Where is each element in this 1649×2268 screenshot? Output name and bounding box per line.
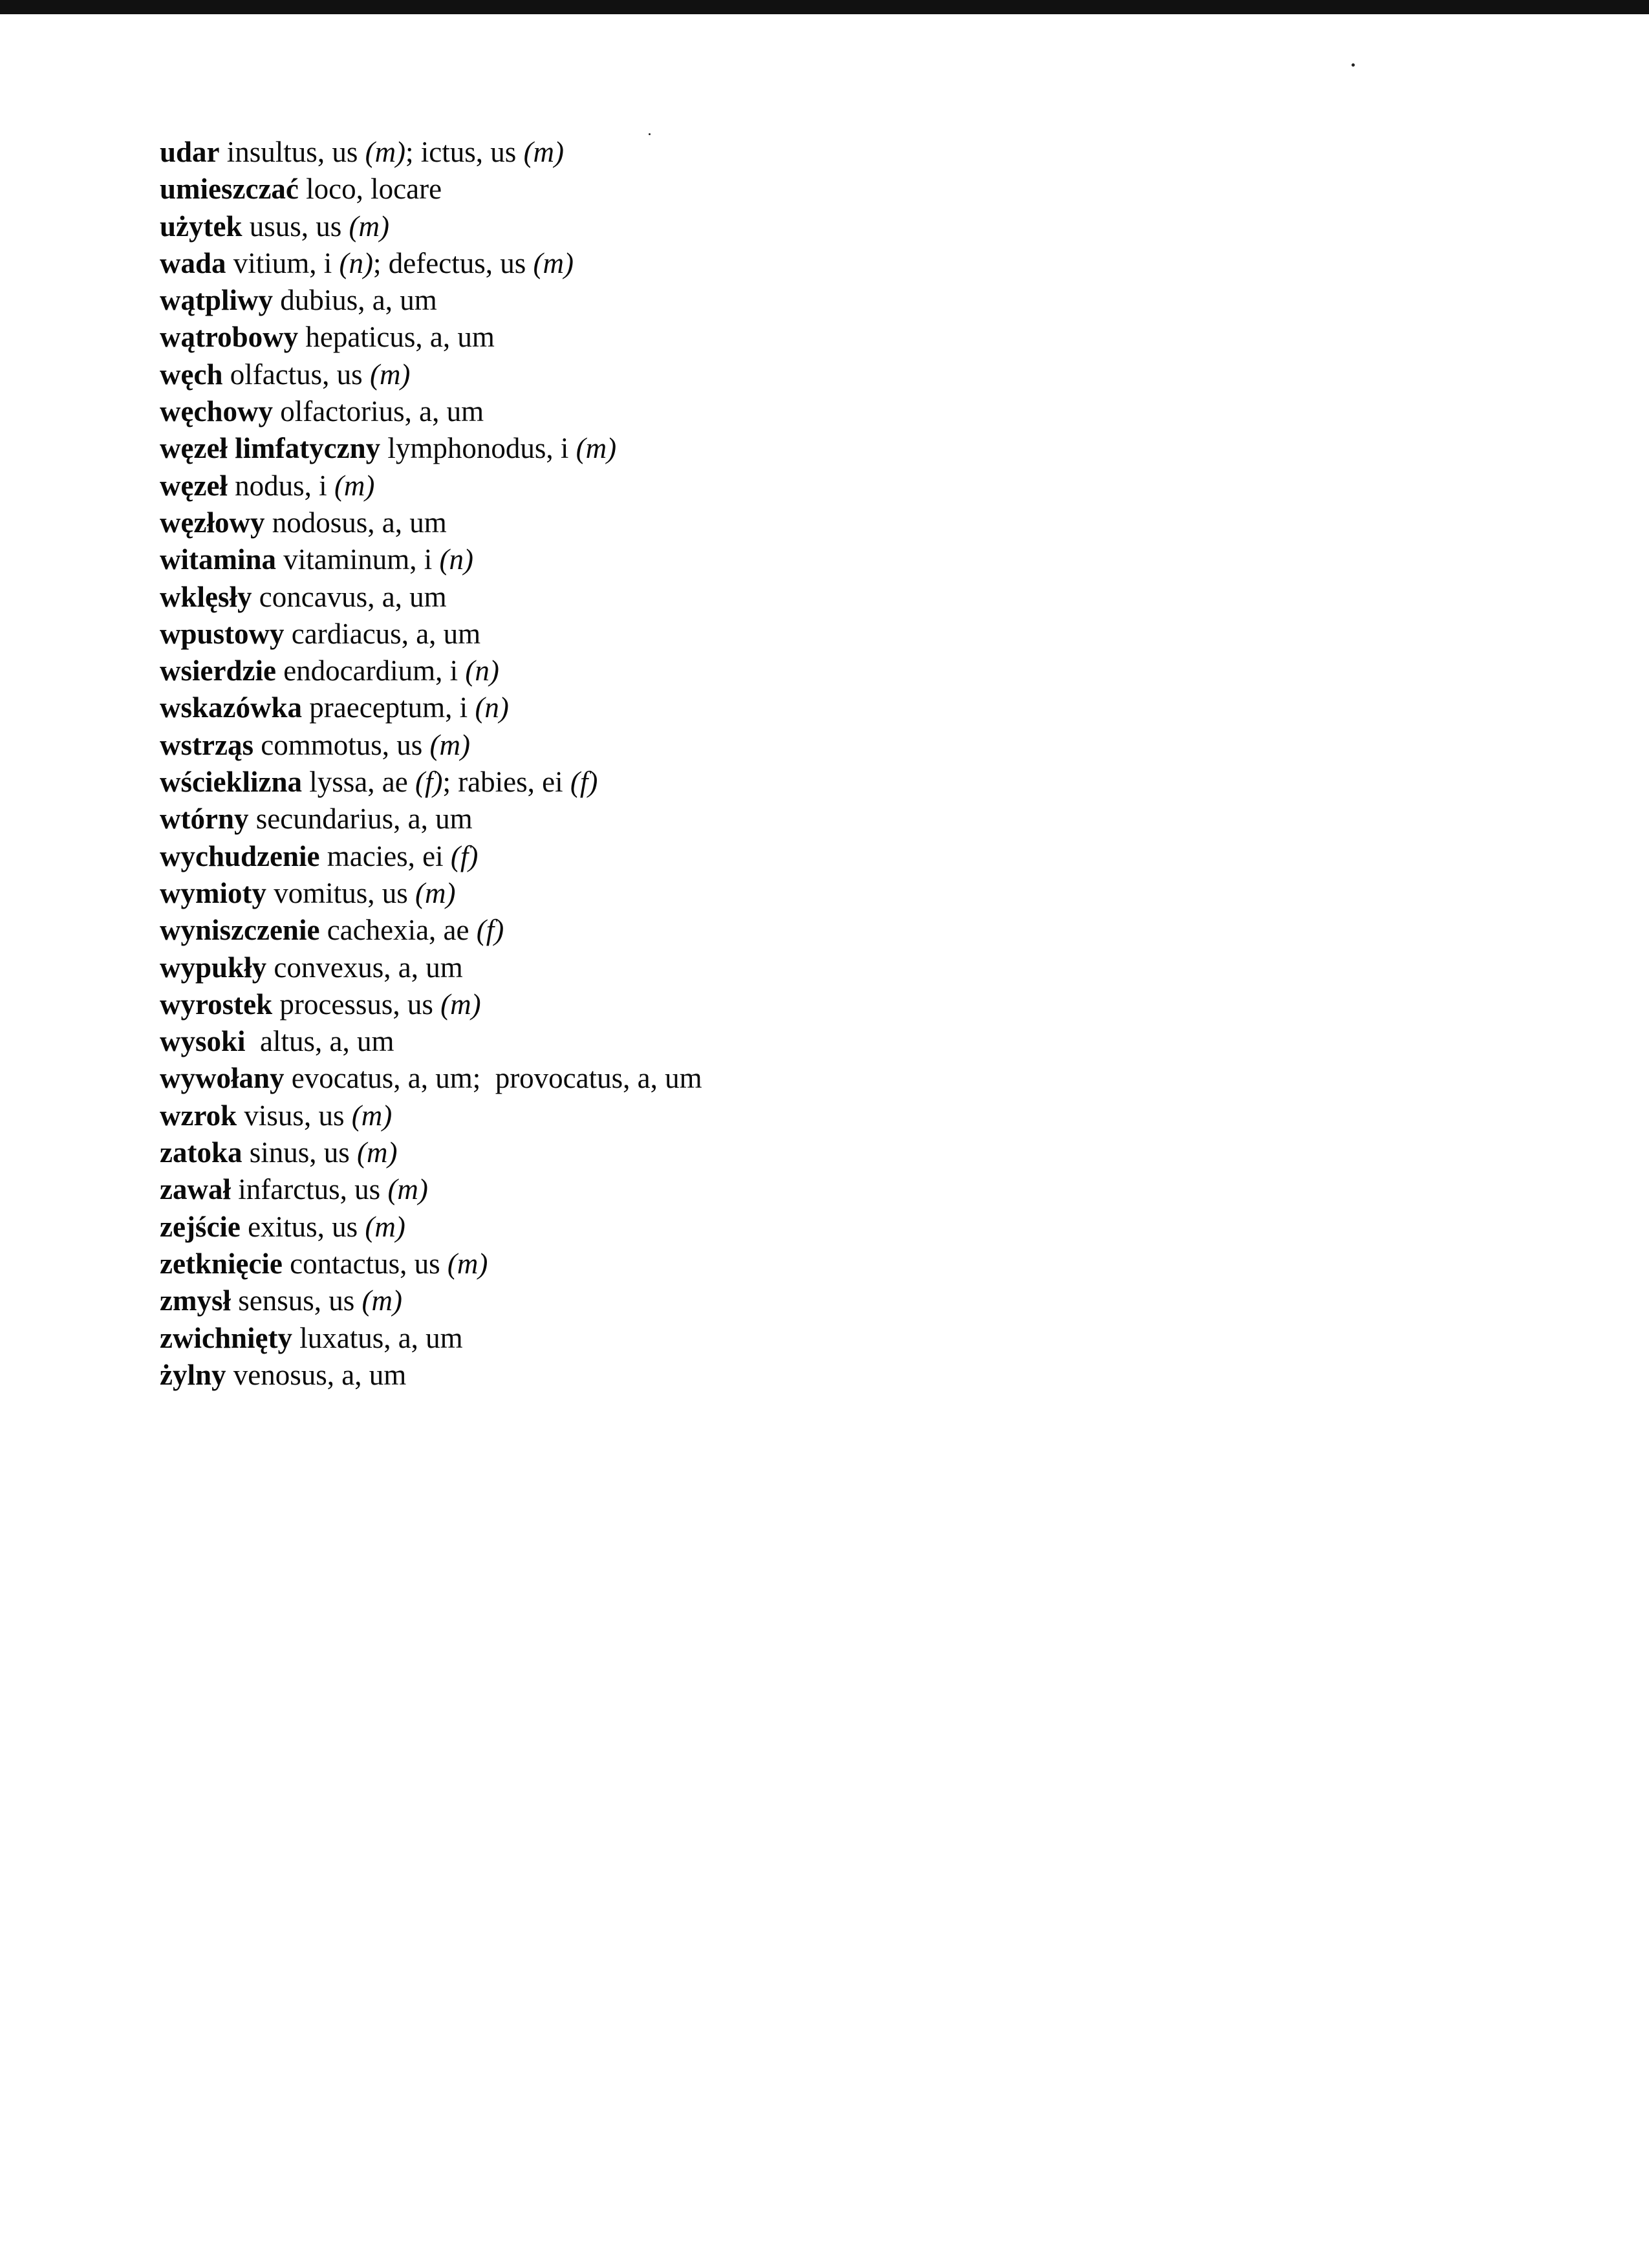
entry-term: wymioty (160, 876, 266, 909)
entry-definition: ; rabies, ei (442, 766, 570, 799)
entry-definition: lymphonodus, i (380, 432, 576, 465)
entry-term: wzrok (160, 1099, 237, 1132)
glossary-entry (160, 1171, 1194, 1208)
entry-definition: processus, us (272, 988, 441, 1021)
entry-definition: cardiacus, a, um (284, 617, 481, 650)
gender-marker: (f) (570, 766, 598, 799)
glossary-entry (160, 282, 1194, 319)
entry-term: witamina (160, 543, 276, 576)
gender-marker: (m) (351, 1099, 393, 1132)
entry-definition: hepaticus, a, um (298, 321, 495, 354)
gender-marker: (m) (533, 246, 574, 279)
entry-definition: altus, a, um (245, 1025, 394, 1058)
gender-marker: (m) (334, 469, 375, 502)
entry-term: wsierdzie (160, 654, 276, 687)
entry-term: wysoki (160, 1025, 246, 1058)
glossary-entry (160, 579, 1194, 616)
entry-term: wychudzenie (160, 839, 320, 872)
glossary-entry (160, 1097, 1194, 1134)
entry-definition: secundarius, a, um (248, 803, 473, 836)
entry-definition: nodus, i (227, 469, 334, 502)
entry-term: wątpliwy (160, 284, 274, 317)
entry-definition: visus, us (237, 1099, 352, 1132)
entry-term: wklęsły (160, 580, 252, 613)
entry-term: umieszczać (160, 173, 299, 206)
gender-marker: (m) (447, 1247, 488, 1280)
gender-marker: (m) (440, 988, 481, 1021)
scan-speck (1352, 63, 1355, 67)
glossary-entry (160, 134, 1194, 171)
entry-definition: ; ictus, us (405, 136, 524, 168)
glossary-entry (160, 393, 1194, 430)
entry-term: zwichnięty (160, 1321, 292, 1354)
glossary-entry (160, 319, 1194, 356)
gender-marker: (m) (369, 358, 411, 391)
entry-definition: concavus, a, um (252, 580, 447, 613)
gender-marker: (m) (361, 1284, 402, 1317)
entry-definition: praeceptum, i (302, 691, 475, 724)
entry-definition: sinus, us (242, 1136, 358, 1169)
gender-marker: (n) (439, 543, 473, 576)
entry-term: zawał (160, 1173, 231, 1206)
gender-marker: (f) (476, 914, 504, 947)
gender-marker: (n) (339, 246, 374, 279)
entry-term: węchowy (160, 395, 273, 428)
entry-term: węzłowy (160, 506, 265, 539)
glossary-entry (160, 430, 1194, 467)
entry-term: wyniszczenie (160, 914, 320, 947)
gender-marker: (f) (450, 839, 479, 872)
entry-term: wskazówka (160, 691, 303, 724)
entry-definition: commotus, us (253, 728, 430, 761)
glossary-entry (160, 616, 1194, 653)
entry-definition: olfactorius, a, um (272, 395, 484, 428)
entry-definition: ; defectus, us (373, 246, 534, 279)
glossary-entry (160, 875, 1194, 912)
glossary-entry (160, 764, 1194, 801)
gender-marker: (m) (415, 876, 456, 909)
glossary-entry (160, 801, 1194, 837)
entry-definition: olfactus, us (222, 358, 370, 391)
entry-definition: vomitus, us (266, 876, 416, 909)
glossary-entry (160, 356, 1194, 393)
entry-definition: nodosus, a, um (264, 506, 447, 539)
gender-marker: (m) (387, 1173, 428, 1206)
glossary-entry (160, 1134, 1194, 1171)
entry-definition: cachexia, ae (319, 914, 477, 947)
entry-definition: dubius, a, um (273, 284, 437, 317)
gender-marker: (n) (475, 691, 509, 724)
entry-term: wada (160, 246, 226, 279)
glossary-entry (160, 504, 1194, 541)
entry-term: zatoka (160, 1136, 242, 1169)
scan-top-edge (0, 0, 1649, 14)
entry-definition: vitaminum, i (276, 543, 440, 576)
gender-marker: (n) (465, 654, 499, 687)
entry-term: wywołany (160, 1062, 285, 1095)
entry-term: wścieklizna (160, 766, 302, 799)
glossary-entry (160, 727, 1194, 764)
entry-definition: venosus, a, um (226, 1358, 407, 1391)
gender-marker: (m) (365, 1210, 405, 1243)
entry-definition: luxatus, a, um (292, 1321, 463, 1354)
glossary-entry (160, 1357, 1194, 1394)
entry-term: wpustowy (160, 617, 285, 650)
glossary-entry (160, 912, 1194, 949)
entry-definition: endocardium, i (275, 654, 466, 687)
glossary-entry (160, 1023, 1194, 1060)
entry-definition: convexus, a, um (266, 951, 463, 984)
glossary-entry (160, 245, 1194, 282)
entry-definition: sensus, us (230, 1284, 362, 1317)
entry-definition: insultus, us (219, 136, 365, 168)
gender-marker: (m) (429, 728, 470, 761)
entry-term: wtórny (160, 803, 249, 836)
glossary-entry (160, 208, 1194, 245)
entry-term: wątrobowy (160, 321, 299, 354)
entry-term: węch (160, 358, 223, 391)
entry-definition: infarctus, us (230, 1173, 388, 1206)
glossary-entry (160, 1060, 1194, 1097)
entry-definition: vitium, i (226, 246, 339, 279)
entry-term: zmysł (160, 1284, 231, 1317)
glossary-entry (160, 541, 1194, 578)
entry-definition: exitus, us (240, 1210, 365, 1243)
entry-term: udar (160, 136, 220, 168)
glossary-entry (160, 689, 1194, 726)
gender-marker: (m) (365, 136, 406, 168)
entry-term: użytek (160, 210, 242, 243)
glossary-entry (160, 653, 1194, 689)
entry-term: żylny (160, 1358, 226, 1391)
glossary-entry (160, 1320, 1194, 1357)
glossary-entry (160, 838, 1194, 875)
entry-definition: evocatus, a, um; provocatus, a, um (284, 1062, 702, 1095)
entry-definition: lyssa, ae (302, 766, 415, 799)
entry-definition: contactus, us (282, 1247, 447, 1280)
entry-term: wstrząs (160, 728, 253, 761)
gender-marker: (m) (349, 210, 390, 243)
entry-term: wypukły (160, 951, 267, 984)
entry-definition: usus, us (242, 210, 349, 243)
gender-marker: (m) (357, 1136, 398, 1169)
glossary-entry (160, 468, 1194, 504)
entry-term: węzeł limfatyczny (160, 432, 381, 465)
entry-term: zetknięcie (160, 1247, 283, 1280)
entry-definition: macies, ei (319, 839, 451, 872)
glossary-entry (160, 1282, 1194, 1319)
gender-marker: (f) (415, 766, 443, 799)
entry-definition: loco, locare (298, 173, 442, 206)
entry-term: wyrostek (160, 988, 273, 1021)
glossary-list (160, 134, 1194, 1394)
entry-term: zejście (160, 1210, 241, 1243)
glossary-entry (160, 986, 1194, 1023)
glossary-entry (160, 171, 1194, 208)
glossary-entry (160, 1209, 1194, 1246)
gender-marker: (m) (576, 432, 617, 465)
glossary-entry (160, 949, 1194, 986)
entry-term: węzeł (160, 469, 228, 502)
gender-marker: (m) (523, 136, 565, 168)
glossary-entry (160, 1246, 1194, 1282)
